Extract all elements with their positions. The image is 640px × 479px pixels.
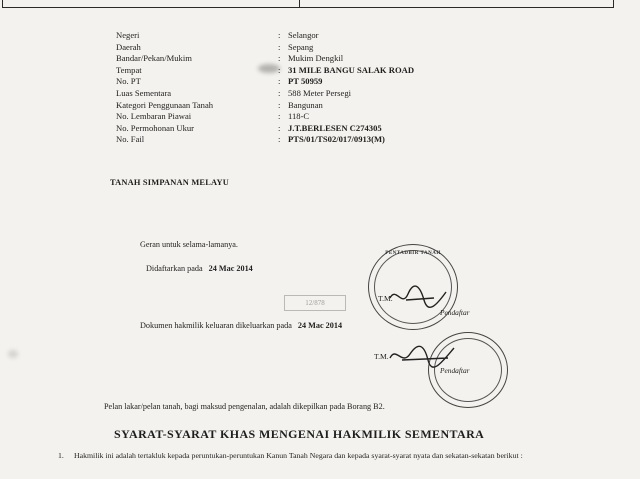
field-colon: : xyxy=(278,122,281,133)
field-row xyxy=(116,123,414,135)
field-row xyxy=(116,134,414,146)
signatory-2: T.M. xyxy=(374,352,389,361)
field-value: Mukim Dengkil xyxy=(288,53,344,64)
field-row xyxy=(116,30,414,42)
faint-date-stamp: 12/878 xyxy=(284,295,346,311)
field-value: 31 MILE BANGU SALAK ROAD xyxy=(288,64,415,75)
field-row xyxy=(116,65,414,77)
field-label: Negeri xyxy=(116,30,140,40)
conditions-heading: SYARAT-SYARAT KHAS MENGENAI HAKMILIK SEMENTARA xyxy=(114,427,485,441)
field-label: No. PT xyxy=(116,76,141,87)
field-colon: : xyxy=(278,134,281,145)
field-colon: : xyxy=(278,87,281,98)
clause-text: Hakmilik ini adalah tertakluk kepada peruntukan-peruntukan Kanun Tanah Negara dan kepada syarat-syarat nyata dan sekatan-sekatan berikut : xyxy=(74,451,523,460)
field-colon: : xyxy=(278,30,281,40)
signatory-2-role: Pendaftar xyxy=(440,366,470,375)
registered-label: Didaftarkan pada xyxy=(146,264,203,273)
field-label: Kategori Penggunaan Tanah xyxy=(116,99,214,110)
issued-label: Dokumen hakmilik keluaran dikeluarkan pada xyxy=(140,321,292,330)
field-colon: : xyxy=(278,99,281,110)
field-row xyxy=(116,76,414,88)
field-colon: : xyxy=(278,64,281,75)
header-box xyxy=(2,0,614,8)
signatory-1-role: Pendaftar xyxy=(440,308,470,317)
field-label: Luas Sementara xyxy=(116,87,172,98)
issued-line xyxy=(140,321,342,330)
field-row xyxy=(116,53,414,65)
field-value: Selangor xyxy=(288,30,319,40)
field-row xyxy=(116,100,414,112)
field-label: Tempat xyxy=(116,64,142,75)
field-label: No. Permohonan Ukur xyxy=(116,122,195,133)
signatory-1: T.M. xyxy=(378,294,393,303)
field-label: No. Lembaran Piawai xyxy=(116,111,192,122)
issued-date: 24 Mac 2014 xyxy=(297,321,343,330)
field-colon: : xyxy=(278,76,281,87)
field-value: Bangunan xyxy=(288,99,323,110)
clause-1 xyxy=(58,450,628,461)
registered-line xyxy=(146,264,253,273)
plan-note: Pelan lakar/pelan tanah, bagi maksud pengenalan, adalah dikepilkan pada Borang B2. xyxy=(104,402,385,411)
ink-smudge xyxy=(8,350,18,358)
field-value: J.T.BERLESEN C274305 xyxy=(288,122,382,133)
field-row xyxy=(116,42,414,54)
field-value: Sepang xyxy=(288,41,314,52)
field-value: 588 Meter Persegi xyxy=(288,87,352,98)
field-label: Bandar/Pekan/Mukim xyxy=(116,53,192,64)
clause-number: 1. xyxy=(58,451,64,460)
field-value: PTS/01/TS02/017/0913(M) xyxy=(288,134,385,145)
field-colon: : xyxy=(278,53,281,64)
reserve-title: TANAH SIMPANAN MELAYU xyxy=(110,178,229,187)
field-row xyxy=(116,111,414,123)
field-value: PT 50959 xyxy=(288,76,323,87)
field-row xyxy=(116,88,414,100)
title-details xyxy=(116,30,414,146)
field-colon: : xyxy=(278,111,281,122)
field-colon: : xyxy=(278,41,281,52)
field-value: 118-C xyxy=(288,111,310,122)
stamp-text: PENTADBIR TANAH xyxy=(385,251,441,256)
tenure-text: Geran untuk selama-lamanya. xyxy=(140,240,238,249)
registered-date: 24 Mac 2014 xyxy=(208,264,253,273)
field-label: No. Fail xyxy=(116,134,145,145)
field-label: Daerah xyxy=(116,41,141,52)
